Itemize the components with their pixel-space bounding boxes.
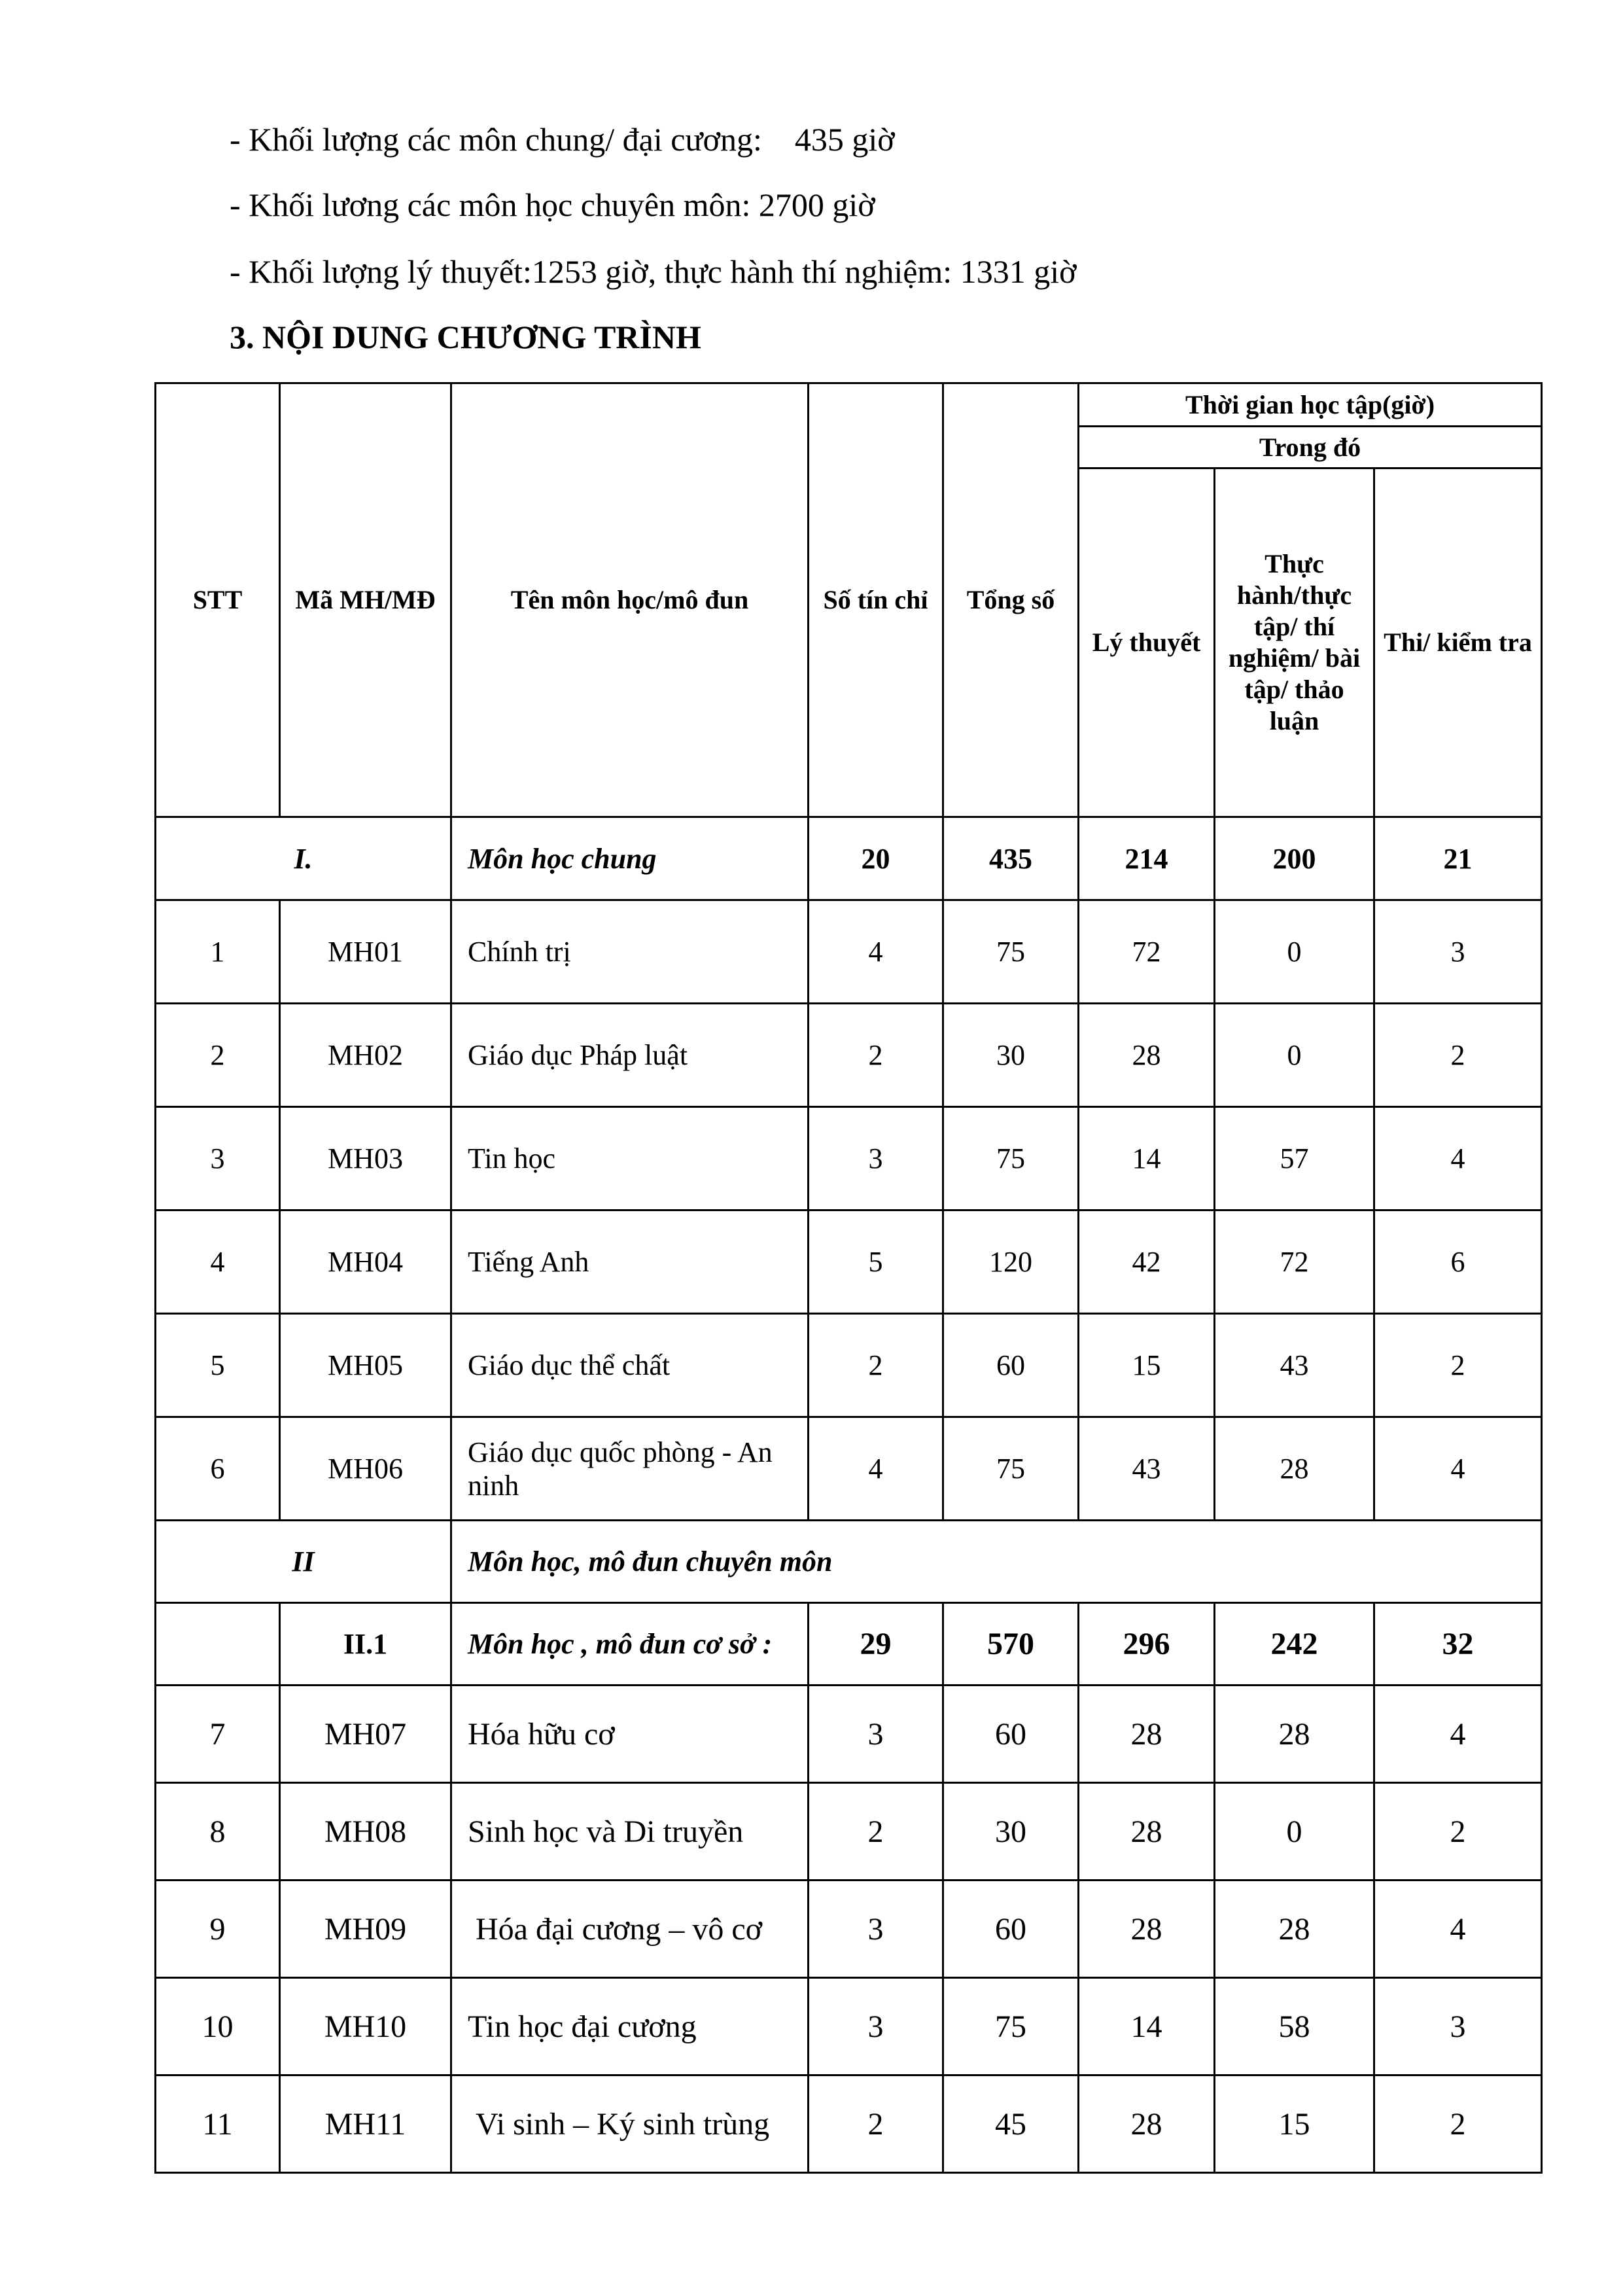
cell-total: 75	[943, 900, 1079, 1004]
cell-stt: 11	[156, 2075, 280, 2173]
cell-stt: 9	[156, 1881, 280, 1978]
cell-exam: 6	[1374, 1210, 1542, 1314]
cell-stt: 3	[156, 1107, 280, 1210]
cell-exam: 3	[1374, 900, 1542, 1004]
intro-line-general-hours: - Khối lượng các môn chung/ đại cương: 435 giờ	[230, 121, 895, 158]
cell-exam: 2	[1374, 1314, 1542, 1417]
cell-theory: 28	[1079, 2075, 1215, 2173]
cell-total: 120	[943, 1210, 1079, 1314]
cell-practice: 0	[1215, 1004, 1374, 1107]
cell-practice: 0	[1215, 900, 1374, 1004]
table-header	[156, 383, 1542, 817]
table-row	[156, 1314, 1542, 1417]
cell-stt: 1	[156, 900, 280, 1004]
header-within: Trong đó	[1079, 427, 1542, 468]
cell-code: MH11	[280, 2075, 451, 2173]
cell-total: 75	[943, 1417, 1079, 1521]
cell-practice: 28	[1215, 1417, 1374, 1521]
cell-name: Tin học đại cương	[451, 1978, 809, 2075]
cell-stt: 6	[156, 1417, 280, 1521]
cell-credits: 3	[809, 1881, 943, 1978]
cell-credits: 4	[809, 900, 943, 1004]
cell-practice: 57	[1215, 1107, 1374, 1210]
group-total: 570	[943, 1603, 1079, 1686]
cell-theory: 28	[1079, 1881, 1215, 1978]
group-title: Môn học, mô đun chuyên môn	[451, 1521, 1542, 1603]
header-practice: Thực hành/thực tập/ thí nghiệm/ bài tập/ thảo luận	[1215, 468, 1374, 817]
cell-stt: 8	[156, 1783, 280, 1881]
header-name: Tên môn học/mô đun	[451, 383, 809, 817]
table-row	[156, 1210, 1542, 1314]
table-row	[156, 1686, 1542, 1783]
cell-credits: 2	[809, 1783, 943, 1881]
cell-name: Giáo dục thể chất	[451, 1314, 809, 1417]
cell-name: Chính trị	[451, 900, 809, 1004]
cell-code: MH09	[280, 1881, 451, 1978]
cell-total: 75	[943, 1107, 1079, 1210]
group-title: Môn học , mô đun cơ sở :	[451, 1603, 809, 1686]
cell-credits: 5	[809, 1210, 943, 1314]
cell-credits: 3	[809, 1978, 943, 2075]
cell-practice: 43	[1215, 1314, 1374, 1417]
group-theory: 214	[1079, 817, 1215, 900]
general-subjects	[156, 900, 1542, 1521]
intro-line-theory-practice-hours: - Khối lượng lý thuyết:1253 giờ, thực hành thí nghiệm: 1331 giờ	[230, 253, 1077, 290]
cell-name: Sinh học và Di truyền	[451, 1783, 809, 1881]
group-row-foundation	[156, 1603, 1542, 1686]
cell-stt: 5	[156, 1314, 280, 1417]
group-total: 435	[943, 817, 1079, 900]
intro-line-specialized-hours: - Khối lương các môn học chuyên môn: 2700 giờ	[230, 186, 875, 223]
group-label: I.	[156, 817, 451, 900]
cell-total: 30	[943, 1004, 1079, 1107]
cell-exam: 3	[1374, 1978, 1542, 2075]
cell-name: Tiếng Anh	[451, 1210, 809, 1314]
cell-exam: 4	[1374, 1417, 1542, 1521]
cell-theory: 14	[1079, 1978, 1215, 2075]
cell-credits: 2	[809, 1314, 943, 1417]
table-row	[156, 2075, 1542, 2173]
cell-theory: 28	[1079, 1004, 1215, 1107]
cell-theory: 28	[1079, 1783, 1215, 1881]
cell-total: 60	[943, 1314, 1079, 1417]
cell-total: 60	[943, 1881, 1079, 1978]
group-exam: 32	[1374, 1603, 1542, 1686]
cell-practice: 0	[1215, 1783, 1374, 1881]
group-row-specialized	[156, 1521, 1542, 1603]
header-code: Mã MH/MĐ	[280, 383, 451, 817]
table-row	[156, 900, 1542, 1004]
cell-name: Vi sinh – Ký sinh trùng	[451, 2075, 809, 2173]
cell-name: Hóa đại cương – vô cơ	[451, 1881, 809, 1978]
cell-code: MH07	[280, 1686, 451, 1783]
table-row	[156, 1881, 1542, 1978]
cell-code: MH01	[280, 900, 451, 1004]
cell-theory: 42	[1079, 1210, 1215, 1314]
cell-exam: 2	[1374, 2075, 1542, 2173]
group-theory: 296	[1079, 1603, 1215, 1686]
cell-exam: 4	[1374, 1107, 1542, 1210]
group-exam: 21	[1374, 817, 1542, 900]
curriculum-table	[154, 382, 1543, 2174]
cell-credits: 3	[809, 1107, 943, 1210]
cell-credits: 4	[809, 1417, 943, 1521]
group-credits: 20	[809, 817, 943, 900]
group-label: II	[156, 1521, 451, 1603]
cell-exam: 2	[1374, 1783, 1542, 1881]
table-row	[156, 1978, 1542, 2075]
cell-total: 30	[943, 1783, 1079, 1881]
cell-code: MH06	[280, 1417, 451, 1521]
group-practice: 200	[1215, 817, 1374, 900]
foundation-subjects	[156, 1686, 1542, 2173]
table-row	[156, 1107, 1542, 1210]
cell-exam: 2	[1374, 1004, 1542, 1107]
cell-stt: 4	[156, 1210, 280, 1314]
section-title: 3. NỘI DUNG CHƯƠNG TRÌNH	[230, 319, 701, 355]
cell-code: MH02	[280, 1004, 451, 1107]
header-time-group: Thời gian học tập(giờ)	[1079, 383, 1542, 427]
group-practice: 242	[1215, 1603, 1374, 1686]
group-credits: 29	[809, 1603, 943, 1686]
cell-name: Giáo dục quốc phòng - An ninh	[451, 1417, 809, 1521]
cell-exam: 4	[1374, 1686, 1542, 1783]
cell-credits: 2	[809, 2075, 943, 2173]
cell-code: MH05	[280, 1314, 451, 1417]
cell-theory: 15	[1079, 1314, 1215, 1417]
cell-credits: 2	[809, 1004, 943, 1107]
group-title: Môn học chung	[451, 817, 809, 900]
cell-practice: 28	[1215, 1881, 1374, 1978]
cell-name: Hóa hữu cơ	[451, 1686, 809, 1783]
header-total: Tổng số	[943, 383, 1079, 817]
cell-code: MH08	[280, 1783, 451, 1881]
cell-total: 45	[943, 2075, 1079, 2173]
cell-practice: 72	[1215, 1210, 1374, 1314]
table-row	[156, 1783, 1542, 1881]
group-row-general	[156, 817, 1542, 900]
header-credits: Số tín chỉ	[809, 383, 943, 817]
cell-practice: 15	[1215, 2075, 1374, 2173]
header-stt: STT	[156, 383, 280, 817]
cell-practice: 58	[1215, 1978, 1374, 2075]
cell-total: 75	[943, 1978, 1079, 2075]
cell-code: MH10	[280, 1978, 451, 2075]
cell-theory: 28	[1079, 1686, 1215, 1783]
header-exam: Thi/ kiểm tra	[1374, 468, 1542, 817]
cell-theory: 43	[1079, 1417, 1215, 1521]
table-row	[156, 1417, 1542, 1521]
cell-code: MH03	[280, 1107, 451, 1210]
cell-name: Giáo dục Pháp luật	[451, 1004, 809, 1107]
cell-stt: 7	[156, 1686, 280, 1783]
cell-exam: 4	[1374, 1881, 1542, 1978]
header-theory: Lý thuyết	[1079, 468, 1215, 817]
cell-total: 60	[943, 1686, 1079, 1783]
cell-credits: 3	[809, 1686, 943, 1783]
table-row	[156, 1004, 1542, 1107]
cell-code: MH04	[280, 1210, 451, 1314]
cell-stt: 10	[156, 1978, 280, 2075]
group-label: II.1	[280, 1603, 451, 1686]
cell-name: Tin học	[451, 1107, 809, 1210]
cell-theory: 14	[1079, 1107, 1215, 1210]
cell-practice: 28	[1215, 1686, 1374, 1783]
cell-stt: 2	[156, 1004, 280, 1107]
cell-theory: 72	[1079, 900, 1215, 1004]
